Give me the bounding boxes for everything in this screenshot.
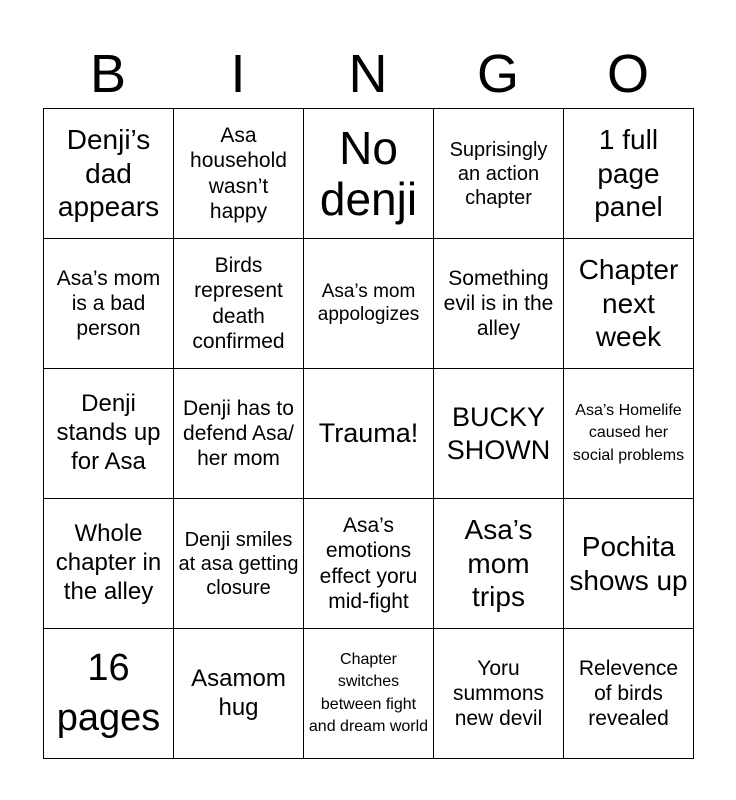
board-row (44, 109, 694, 239)
bingo-cell[interactable]: Yoru summons new devil (434, 629, 564, 759)
board-row (44, 629, 694, 759)
bingo-cell[interactable]: Chapter switches between fight and dream world (304, 629, 434, 759)
bingo-cell[interactable]: Asa’s mom trips (434, 499, 564, 629)
board-row (44, 239, 694, 369)
bingo-cell[interactable]: Asa household wasn’t happy (174, 109, 304, 239)
header-letter-g: G (476, 44, 519, 104)
bingo-cell[interactable]: Something evil is in the alley (434, 239, 564, 369)
bingo-header (43, 40, 693, 108)
bingo-cell[interactable]: Relevence of birds revealed (564, 629, 694, 759)
bingo-cell[interactable]: Asa’s mom appologizes (304, 239, 434, 369)
bingo-cell[interactable]: BUCKY SHOWN (434, 369, 564, 499)
board-row (44, 499, 694, 629)
bingo-cell[interactable]: Suprisingly an action chapter (434, 109, 564, 239)
board-row (44, 369, 694, 499)
bingo-cell[interactable]: Whole chapter in the alley (44, 499, 174, 629)
bingo-cell[interactable]: Denji smiles at asa getting closure (174, 499, 304, 629)
bingo-cell[interactable]: Denji stands up for Asa (44, 369, 174, 499)
header-letter-i: I (230, 44, 246, 104)
bingo-cell[interactable]: Asa’s mom is a bad person (44, 239, 174, 369)
bingo-cell[interactable]: 1 full page panel (564, 109, 694, 239)
bingo-cell[interactable]: Pochita shows up (564, 499, 694, 629)
bingo-cell[interactable]: 16 pages (44, 629, 174, 759)
bingo-board (43, 108, 694, 759)
bingo-cell[interactable]: Birds represent death confirmed (174, 239, 304, 369)
bingo-cell[interactable]: Chapter next week (564, 239, 694, 369)
bingo-cell[interactable]: No denji (304, 109, 434, 239)
header-letter-n: N (348, 44, 388, 104)
bingo-cell[interactable]: Asa’s Homelife caused her social problems (564, 369, 694, 499)
bingo-cell[interactable]: Denji’s dad appears (44, 109, 174, 239)
header-letter-b: B (89, 44, 127, 104)
bingo-cell[interactable]: Asamom hug (174, 629, 304, 759)
bingo-cell[interactable]: Asa’s emotions effect yoru mid-fight (304, 499, 434, 629)
bingo-cell[interactable]: Denji has to defend Asa/ her mom (174, 369, 304, 499)
header-letter-o: O (606, 44, 649, 104)
bingo-cell[interactable]: Trauma! (304, 369, 434, 499)
